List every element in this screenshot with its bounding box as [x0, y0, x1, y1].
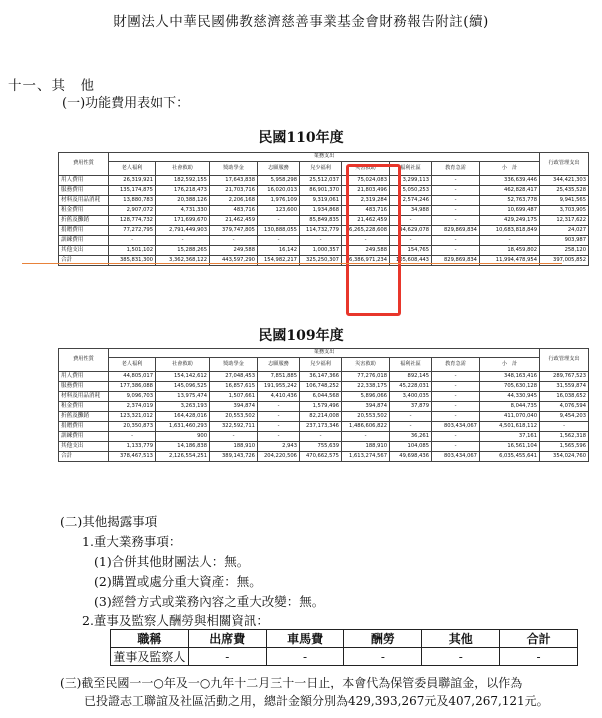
table-cell: 1,579,496 [300, 402, 342, 412]
table-cell: 37,879 [390, 402, 432, 412]
table-cell: 105,608,443 [390, 256, 432, 266]
table-cell: - [300, 236, 342, 246]
cell-title: 董事及監察人 [111, 648, 189, 666]
table-cell: 1,976,109 [258, 196, 300, 206]
table-cell: - [432, 392, 480, 402]
table-cell: 892,145 [390, 372, 432, 382]
table-cell: 86,901,370 [300, 186, 342, 196]
table-cell: 755,639 [300, 442, 342, 452]
table-cell: 2,907,072 [109, 206, 156, 216]
table-cell: - [432, 216, 480, 226]
column-header: 教育急需 [432, 358, 480, 372]
item2-heading: 2.董事及監察人酬勞與相關資訊： [82, 613, 269, 628]
header-row-group [59, 153, 589, 162]
table-cell: 483,716 [210, 206, 258, 216]
table-cell: 237,173,346 [300, 422, 342, 432]
column-header: 老人福利 [109, 358, 156, 372]
table-cell: - [300, 432, 342, 442]
table-cell: 5,896,066 [342, 392, 390, 402]
table-cell: 4,410,436 [258, 392, 300, 402]
expense-table-109 [58, 348, 589, 462]
table-cell: 9,941,565 [540, 196, 589, 206]
table-cell: - [258, 412, 300, 422]
table-cell: - [109, 432, 156, 442]
table-cell: 7,851,885 [258, 372, 300, 382]
header-attendance-fee: 出席費 [188, 630, 266, 648]
table-cell: - [432, 236, 480, 246]
table-cell: 829,869,834 [432, 226, 480, 236]
row-label: 訓練費用 [59, 432, 109, 442]
table-row [59, 442, 589, 452]
item1b: (2)購置或處分重大資產：無。 [94, 574, 262, 589]
table-row [59, 412, 589, 422]
column-header: 獎助學金 [210, 358, 258, 372]
table-cell: 20,553,502 [342, 412, 390, 422]
table-cell: - [432, 246, 480, 256]
remuneration-header-row [111, 630, 578, 648]
table-cell: 1,934,868 [300, 206, 342, 216]
table-cell: 26,319,921 [109, 176, 156, 186]
column-header: 小 計 [480, 358, 540, 372]
cell-other: - [422, 648, 500, 666]
row-label: 材料及用品消耗 [59, 196, 109, 206]
header-admin-expenses: 行政管理支出 [540, 349, 589, 372]
table-cell: 325,250,307 [300, 256, 342, 266]
column-header: 福利社區 [390, 162, 432, 176]
header-nature: 費用性質 [59, 349, 109, 372]
table-cell: 176,218,473 [156, 186, 210, 196]
table-cell: 389,143,726 [210, 452, 258, 462]
table-cell: 17,643,838 [210, 176, 258, 186]
table-cell: 6,044,568 [300, 392, 342, 402]
table-cell: 34,988 [390, 206, 432, 216]
row-label: 材料及用品消耗 [59, 392, 109, 402]
header-travel-fee: 車馬費 [266, 630, 344, 648]
table-cell: 2,943 [258, 442, 300, 452]
table-cell: 13,880,783 [109, 196, 156, 206]
table-cell: 20,350,873 [109, 422, 156, 432]
table-cell: 1,501,102 [109, 246, 156, 256]
header-nature: 費用性質 [59, 153, 109, 176]
row-label: 折舊及攤銷 [59, 216, 109, 226]
table-cell: 182,592,155 [156, 176, 210, 186]
table-cell: 258,120 [540, 246, 589, 256]
column-header: 教育急需 [432, 162, 480, 176]
row-label: 訓練費用 [59, 236, 109, 246]
table-cell: - [390, 412, 432, 422]
table-cell: 2,206,168 [210, 196, 258, 206]
table-cell: 379,747,805 [210, 226, 258, 236]
item1a: (1)合併其他財團法人：無。 [94, 554, 250, 569]
row-label: 捐贈費用 [59, 226, 109, 236]
table-cell: 8,044,735 [480, 402, 540, 412]
table-cell: 900 [156, 432, 210, 442]
table-cell: 44,805,017 [109, 372, 156, 382]
table-cell: 16,561,104 [480, 442, 540, 452]
cell-remuneration: - [344, 648, 422, 666]
table-cell: 45,228,031 [390, 382, 432, 392]
table-cell: 411,070,040 [480, 412, 540, 422]
table-cell: 10,699,487 [480, 206, 540, 216]
table-cell: 24,027 [540, 226, 589, 236]
table-cell: 6,265,228,608 [342, 226, 390, 236]
table-cell: 16,142 [258, 246, 300, 256]
table-cell: 394,874 [210, 402, 258, 412]
table-cell: - [540, 422, 589, 432]
table-cell: 85,849,835 [300, 216, 342, 226]
header-row-columns [59, 358, 589, 372]
table-cell: 1,133,779 [109, 442, 156, 452]
header-admin-expenses: 行政管理支出 [540, 153, 589, 176]
table-cell: - [390, 236, 432, 246]
table-cell: 188,910 [342, 442, 390, 452]
table-cell: 336,639,446 [480, 176, 540, 186]
table-row [59, 246, 589, 256]
table-cell: - [258, 216, 300, 226]
table-cell: 1,507,661 [210, 392, 258, 402]
year-label-110: 民國110年度 [258, 130, 344, 146]
table-cell: 1,486,606,822 [342, 422, 390, 432]
table-cell: 37,161 [480, 432, 540, 442]
row-label: 用人費用 [59, 176, 109, 186]
table-cell: - [432, 206, 480, 216]
table-cell: 94,629,078 [390, 226, 432, 236]
table-cell: 21,803,496 [342, 186, 390, 196]
table-cell: 2,574,246 [390, 196, 432, 206]
row-label: 租金費用 [59, 402, 109, 412]
table-cell: 77,276,018 [342, 372, 390, 382]
table-cell: 443,597,290 [210, 256, 258, 266]
table-cell: - [156, 236, 210, 246]
table-cell: 1,613,274,567 [342, 452, 390, 462]
column-header: 老人福利 [109, 162, 156, 176]
table-cell: - [210, 432, 258, 442]
table-cell: 344,421,303 [540, 176, 589, 186]
table-cell: - [432, 176, 480, 186]
column-header: 獎助學金 [210, 162, 258, 176]
table-cell: 114,732,779 [300, 226, 342, 236]
cell-total: - [500, 648, 578, 666]
table-row [59, 382, 589, 392]
table-row [59, 206, 589, 216]
row-label: 服務費用 [59, 382, 109, 392]
table-cell: 77,272,795 [109, 226, 156, 236]
table-cell: 1,631,460,293 [156, 422, 210, 432]
table-cell: 5,958,298 [258, 176, 300, 186]
cell-travel-fee: - [266, 648, 344, 666]
table-cell: 11,994,478,954 [480, 256, 540, 266]
other-disclosures-heading: (二)其他揭露事項 [60, 514, 158, 529]
table-cell: 164,428,016 [156, 412, 210, 422]
table-cell: 4,076,594 [540, 402, 589, 412]
expense-table-110 [58, 152, 589, 266]
table-row [59, 452, 589, 462]
note3-line1: (三)截至民國一一○年及一○九年十二月三十一日止，本會代為保管委員聯誼金，以作為 [60, 676, 523, 690]
table-cell: 1,000,357 [300, 246, 342, 256]
header-total: 合計 [500, 630, 578, 648]
table-cell: - [432, 442, 480, 452]
table-row [59, 392, 589, 402]
table-cell: 36,147,366 [300, 372, 342, 382]
table-cell: 803,434,067 [432, 422, 480, 432]
table-cell: 177,386,088 [109, 382, 156, 392]
table-cell: 21,462,459 [210, 216, 258, 226]
table-cell: 191,955,242 [258, 382, 300, 392]
table-cell: 21,462,459 [342, 216, 390, 226]
row-label: 合計 [59, 256, 109, 266]
table-cell: 135,174,875 [109, 186, 156, 196]
table-cell: 16,020,013 [258, 186, 300, 196]
table-cell: 903,987 [540, 236, 589, 246]
table-row [59, 216, 589, 226]
table-cell: 25,512,037 [300, 176, 342, 186]
row-label: 合計 [59, 452, 109, 462]
column-header: 志願服務 [258, 358, 300, 372]
table-row [59, 256, 589, 266]
table-cell: 705,630,128 [480, 382, 540, 392]
row-label: 折舊及攤銷 [59, 412, 109, 422]
table-cell: 462,828,417 [480, 186, 540, 196]
table-cell: 14,186,838 [156, 442, 210, 452]
table-cell: 16,857,615 [210, 382, 258, 392]
table-cell: - [480, 236, 540, 246]
table-cell: 18,459,802 [480, 246, 540, 256]
row-label: 租金費用 [59, 206, 109, 216]
table-cell: 20,553,502 [210, 412, 258, 422]
row-label: 服務費用 [59, 186, 109, 196]
table-cell: - [342, 236, 390, 246]
table-cell: 106,748,252 [300, 382, 342, 392]
table-row [59, 236, 589, 246]
table-cell: 154,142,612 [156, 372, 210, 382]
table-cell: - [342, 432, 390, 442]
header-row-group [59, 349, 589, 358]
table-cell: - [258, 422, 300, 432]
table-cell: - [432, 412, 480, 422]
table-cell: 15,288,265 [156, 246, 210, 256]
header-business-expenses: 業務支出 [109, 153, 540, 162]
table-cell: 188,910 [210, 442, 258, 452]
table-cell: 36,261 [390, 432, 432, 442]
table-cell: 3,263,193 [156, 402, 210, 412]
table-cell: 249,588 [342, 246, 390, 256]
column-header: 災害救助 [342, 162, 390, 176]
table-row [59, 196, 589, 206]
table-cell: 4,731,330 [156, 206, 210, 216]
table-cell: 25,435,528 [540, 186, 589, 196]
table-cell: 145,096,525 [156, 382, 210, 392]
year-label-109: 民國109年度 [258, 328, 344, 344]
row-label: 捐贈費用 [59, 422, 109, 432]
column-header: 災害救助 [342, 358, 390, 372]
remuneration-table [110, 629, 578, 666]
table-cell: 803,434,067 [432, 452, 480, 462]
highlight-box [346, 164, 401, 316]
table-cell: 128,774,732 [109, 216, 156, 226]
table-cell: 22,338,175 [342, 382, 390, 392]
table-cell: 289,767,523 [540, 372, 589, 382]
header-remuneration: 酬勞 [344, 630, 422, 648]
column-header: 兒少福利 [300, 162, 342, 176]
table-cell: 21,703,716 [210, 186, 258, 196]
row-label: 其他支出 [59, 246, 109, 256]
column-header: 社會救助 [156, 358, 210, 372]
table-cell: 123,321,012 [109, 412, 156, 422]
table-cell: 154,982,217 [258, 256, 300, 266]
table-cell: 20,388,126 [156, 196, 210, 206]
table-cell: 1,565,596 [540, 442, 589, 452]
table-cell: 44,330,945 [480, 392, 540, 402]
table-cell: - [109, 236, 156, 246]
table-cell: 82,214,008 [300, 412, 342, 422]
table-cell: 154,765 [390, 246, 432, 256]
table-cell: 249,588 [210, 246, 258, 256]
table-cell: 483,716 [342, 206, 390, 216]
table-row [59, 186, 589, 196]
table-cell: 27,048,453 [210, 372, 258, 382]
table-cell: 2,126,554,251 [156, 452, 210, 462]
table-cell: - [258, 236, 300, 246]
page-title: 財團法人中華民國佛教慈濟慈善事業基金會財務報告附註(續) [113, 14, 489, 30]
table-cell: - [432, 186, 480, 196]
highlight-underline [22, 263, 562, 264]
table-cell: 429,249,175 [480, 216, 540, 226]
table-cell: - [390, 216, 432, 226]
header-business-expenses: 業務支出 [109, 349, 540, 358]
table-cell: 12,317,622 [540, 216, 589, 226]
column-header: 社會救助 [156, 162, 210, 176]
header-title: 職稱 [111, 630, 189, 648]
table-cell: 1,562,318 [540, 432, 589, 442]
table-cell: 394,874 [342, 402, 390, 412]
note3-line2: 已投證志工聯誼及社區活動之用，總計金額分別為429,393,267元及407,267,121元。 [84, 694, 549, 708]
column-header: 福利社區 [390, 358, 432, 372]
table-cell: 13,975,474 [156, 392, 210, 402]
table-cell: - [210, 236, 258, 246]
table-cell: 4,501,618,112 [480, 422, 540, 432]
table-cell: - [390, 422, 432, 432]
table-cell: 31,559,874 [540, 382, 589, 392]
table-cell: 3,299,113 [390, 176, 432, 186]
column-header: 兒少福利 [300, 358, 342, 372]
section-heading: 十一、其 他 [8, 78, 95, 94]
table-cell: 75,024,083 [342, 176, 390, 186]
table-cell: 2,791,449,903 [156, 226, 210, 236]
table-cell: 2,319,284 [342, 196, 390, 206]
cell-attendance-fee: - [188, 648, 266, 666]
header-row-columns [59, 162, 589, 176]
table-cell: - [432, 382, 480, 392]
table-cell: 9,319,061 [300, 196, 342, 206]
table-cell: 470,662,575 [300, 452, 342, 462]
table-row [59, 432, 589, 442]
table-cell: - [432, 432, 480, 442]
table-cell: 16,038,652 [540, 392, 589, 402]
table-cell: 9,454,203 [540, 412, 589, 422]
table-cell: - [258, 432, 300, 442]
table-cell: 378,467,513 [109, 452, 156, 462]
table-cell: 3,362,368,122 [156, 256, 210, 266]
subsection-heading: (一)功能費用表如下： [62, 96, 190, 111]
table-cell: 10,683,818,849 [480, 226, 540, 236]
table-row [59, 226, 589, 236]
table-cell: 5,050,253 [390, 186, 432, 196]
table-row [59, 402, 589, 412]
column-header: 志願服務 [258, 162, 300, 176]
table-cell: 171,699,670 [156, 216, 210, 226]
table-cell: 123,600 [258, 206, 300, 216]
remuneration-data-row [111, 648, 578, 666]
item1c: (3)經營方式或業務內容之重大改變：無。 [94, 594, 325, 609]
table-cell: 829,869,834 [432, 256, 480, 266]
table-row [59, 176, 589, 186]
table-cell: - [432, 196, 480, 206]
table-cell: 3,703,905 [540, 206, 589, 216]
table-cell: 354,024,760 [540, 452, 589, 462]
table-cell: 322,592,711 [210, 422, 258, 432]
table-cell: 204,220,506 [258, 452, 300, 462]
table-cell: 6,386,971,234 [342, 256, 390, 266]
table-cell: 6,035,455,641 [480, 452, 540, 462]
table-cell: - [258, 402, 300, 412]
item1-heading: 1.重大業務事項： [82, 534, 182, 549]
table-cell: 49,698,436 [390, 452, 432, 462]
table-cell: 2,374,019 [109, 402, 156, 412]
table-row [59, 422, 589, 432]
table-cell: - [432, 402, 480, 412]
table-cell: 348,163,416 [480, 372, 540, 382]
header-other: 其他 [422, 630, 500, 648]
table-row [59, 372, 589, 382]
table-cell: 385,831,300 [109, 256, 156, 266]
column-header: 小 計 [480, 162, 540, 176]
table-cell: 104,085 [390, 442, 432, 452]
row-label: 其他支出 [59, 442, 109, 452]
table-cell: 130,888,055 [258, 226, 300, 236]
table-cell: 397,005,852 [540, 256, 589, 266]
table-cell: 3,400,035 [390, 392, 432, 402]
table-cell: 52,763,778 [480, 196, 540, 206]
row-label: 用人費用 [59, 372, 109, 382]
table-cell: - [432, 372, 480, 382]
table-cell: 9,096,703 [109, 392, 156, 402]
